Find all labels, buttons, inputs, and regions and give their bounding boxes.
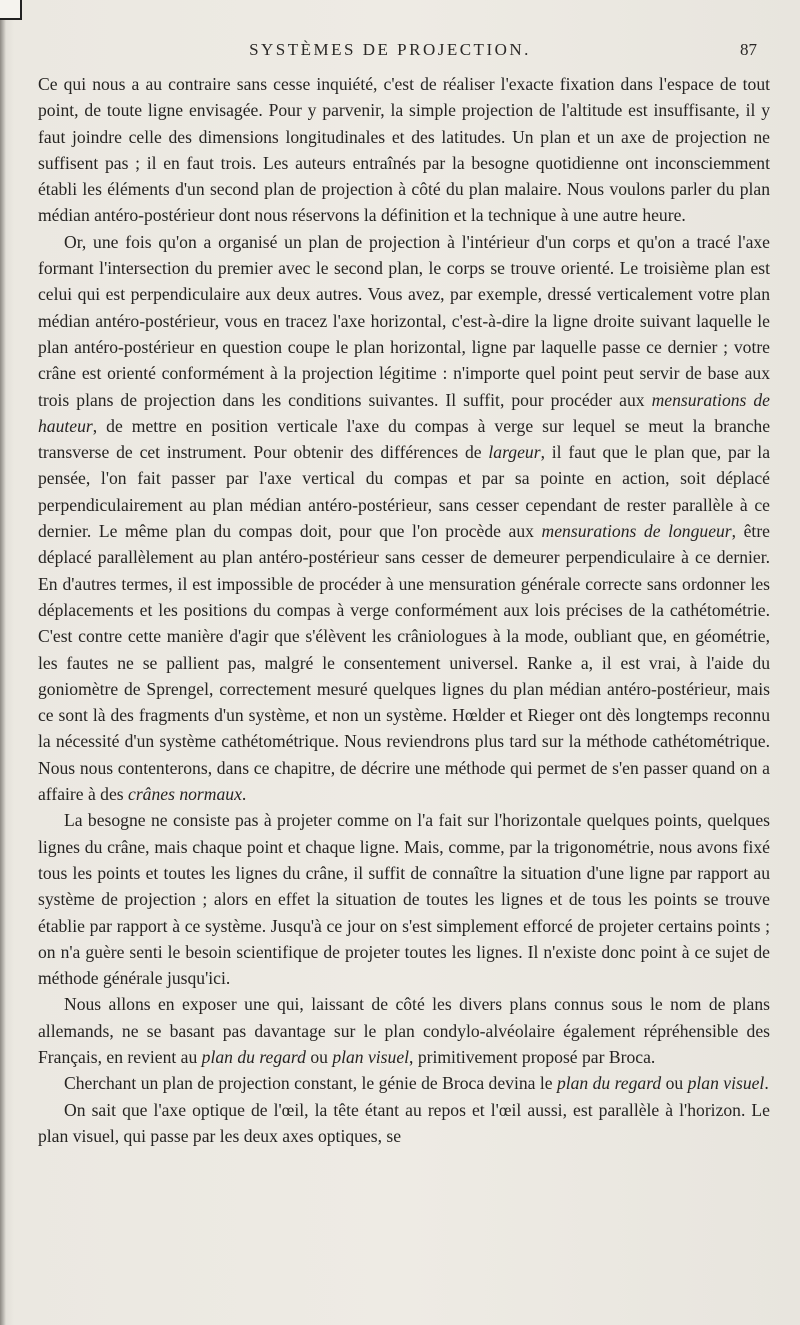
italic-text: crânes normaux: [128, 784, 242, 805]
text-run: , de mettre en position verticale l'axe du compas à verge sur lequel se meut la branche transverse de cet instrument. Pour obtenir des différences de: [38, 415, 770, 463]
scan-corner-mark: [0, 0, 22, 20]
paragraph: [38, 991, 770, 1070]
running-title: SYSTÈMES DE PROJECTION.: [249, 40, 531, 59]
italic-text: plan visuel: [687, 1073, 765, 1094]
text-run: Ce qui nous a au contraire sans cesse inquiété, c'est de réaliser l'exacte fixation dans l'espace de tout point, de toute ligne envisagée. Pour y parvenir, la simple projection de l'altitude est insuffisante, il y faut joindre celle des dimensions longitudinales et des latitudes. Un plan et un axe de projection ne suffisent pas ; il en faut trois. Les auteurs entraînés par la besogne quotidienne ont inconsciemment établi les éléments d'un second plan de projection à côté du plan malaire. Nous voulons parler du plan médian antéro-postérieur dont nous réservons la définition et la technique à une autre heure.: [38, 74, 770, 226]
italic-text: plan visuel: [332, 1046, 410, 1067]
paragraph: [38, 1070, 770, 1096]
text-run: ou: [305, 1046, 333, 1067]
paragraph: [38, 71, 770, 229]
paragraph: [38, 1097, 770, 1150]
text-run: On sait que l'axe optique de l'œil, la tête étant au repos et l'œil aussi, est parallèle à l'horizon. Le plan visuel, qui passe par les deux axes optiques, se: [38, 1099, 770, 1146]
text-run: La besogne ne consiste pas à projeter comme on l'a fait sur l'horizontale quelques points, quelques lignes du crâne, mais chaque point et chaque ligne. Mais, comme, par la trigonométrie, nous avons fixé tous les points et toutes les lignes du crâne, il suffit de connaître la situation d'une ligne par rapport au système de projection ; alors en effet la situation de toutes les lignes et de tous les points se trouve établie par rapport à ce système. Jusqu'à ce jour on s'est simplement efforcé de projeter certains points ; on n'a guère senti le besoin scientifique de projeter toutes les lignes. Il n'existe donc point à ce sujet de méthode générale jusqu'ici.: [38, 810, 770, 989]
text-run: Nous allons en exposer une qui, laissant de côté les divers plans connus sous le nom de plans allemands, ne se basant pas davantage sur le plan condylo-alvéolaire également répréhensible des Français, en revient au: [38, 994, 770, 1067]
italic-text: mensurations de longueur: [541, 521, 732, 542]
paragraph: [38, 807, 770, 991]
text-run: , primitivement proposé par Broca.: [409, 1046, 656, 1067]
italic-text: plan du regard: [201, 1046, 306, 1067]
text-run: , être déplacé parallèlement au plan antéro-postérieur sans cesser de demeurer perpendiculaire à ce dernier. En d'autres termes, il est impossible de procéder à une mensuration générale correcte sans ordonner les déplacements et les positions du compas à verge conformément aux lois précises de la cathétométrie. C'est contre cette manière d'agir que s'élèvent les crâniologues à la mode, oubliant que, en géométrie, les fautes ne se pallient pas, malgré le consentement universel. Ranke a, il est vrai, à l'aide du goniomètre de Sprengel, correctement mesuré quelques lignes du plan médian antéro-postérieur, mais ce sont là des fragments d'un système, et non un système. Hœlder et Rieger ont dès longtemps reconnu la nécessité d'un système cathétométrique. Nous reviendrons plus tard sur la méthode cathétométrique. Nous nous contenterons, dans ce chapitre, de décrire une méthode qui permet de s'en passer quand on a affaire à des: [38, 521, 770, 805]
italic-text: plan du regard: [556, 1073, 662, 1094]
page-number: 87: [740, 40, 757, 59]
text-run: Cherchant un plan de projection constant, le génie de Broca devina le: [64, 1073, 557, 1094]
italic-text: mensurations de hauteur: [38, 389, 770, 436]
text-run: Or, une fois qu'on a organisé un plan de projection à l'intérieur d'un corps et qu'on a tracé l'axe formant l'intersection du premier avec le second plan, le corps se trouve orienté. Le troisième plan est celui qui est perpendiculaire aux deux autres. Vous avez, par exemple, dressé verticalement votre plan médian antéro-postérieur, vous en tracez l'axe horizontal, c'est-à-dire la ligne droite suivant laquelle le plan antéro-postérieur en question coupe le plan horizontal, ligne par laquelle passe ce dernier ; votre crâne est orienté conformément à la projection légitime : n'importe quel point peut servir de base aux trois plans de projection dans les conditions suivantes. Il suffit, pour procéder aux: [38, 231, 770, 410]
text-run: .: [241, 784, 247, 805]
paragraph: [38, 229, 770, 808]
binding-shadow: [0, 0, 6, 1325]
text-run: .: [764, 1073, 769, 1094]
italic-text: largeur: [488, 442, 541, 463]
text-run: , il faut que le plan que, par la pensée, l'on fait passer par l'axe vertical du compas et par sa pointe en action, soit déplacé perpendiculairement au plan médian antéro-postérieur, sans cesser cependant de rester parallèle à ce dernier. Le même plan du compas doit, pour que l'on procède aux: [38, 442, 770, 542]
running-head: [0, 24, 800, 64]
text-run: ou: [661, 1073, 688, 1094]
body-text: [38, 71, 770, 1149]
